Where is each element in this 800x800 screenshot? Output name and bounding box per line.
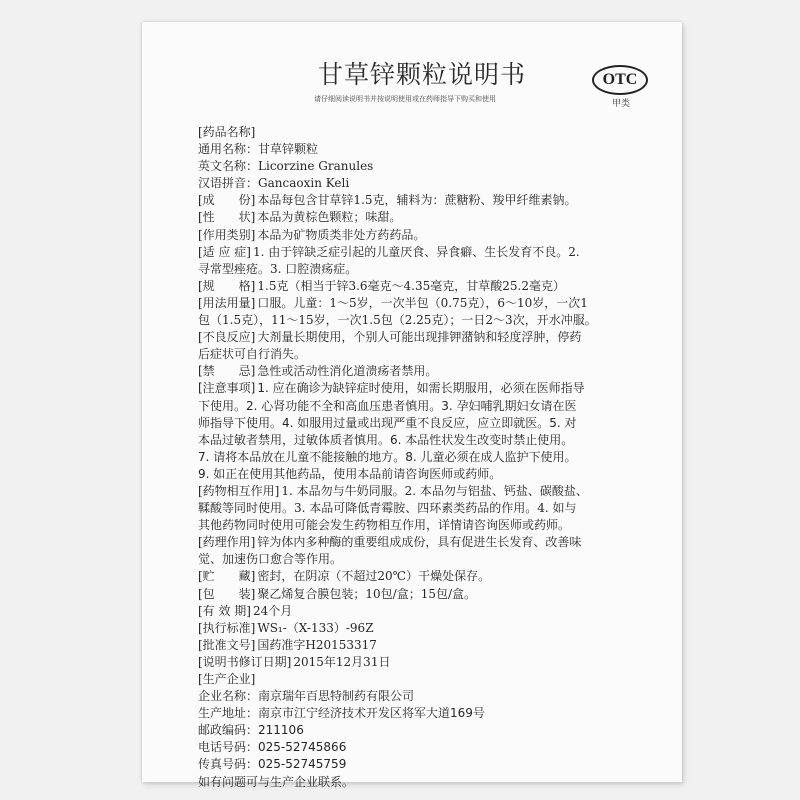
approval-value: 国药准字H20153317 (257, 637, 377, 652)
pharmacology-label: [药理作用] (198, 535, 256, 550)
pharmacology-value: 锌为体内多种酶的重要组成成份，具有促进生长发育、改善味 (257, 535, 582, 550)
dosage-row-cont: 包（1.5克），11～15岁，一次1.5包（2.25克）；一日2～3次，开水冲服。 (198, 313, 597, 328)
precautions-row-6: 9. 如正在使用其他药品，使用本品前请咨询医师或药师。 (198, 466, 502, 481)
validity-value: 24个月 (253, 603, 293, 618)
approval-row (198, 637, 638, 654)
postcode-label: 邮政编码： (198, 723, 259, 738)
category-row (198, 227, 638, 244)
adverse-value: 大剂量长期使用，个别人可能出现排钾潴钠和轻度浮肿，停药 (257, 330, 582, 345)
generic-name-value: 甘草锌颗粒 (258, 142, 319, 157)
company-label: 企业名称： (198, 689, 259, 704)
phone-value: 025-52745866 (258, 740, 347, 755)
spec-row (198, 278, 638, 295)
composition-row (198, 192, 638, 209)
interactions-row-2: 鞣酸等同时使用。3. 本品可降低青霉胺、四环素类药品的作用。4. 如与 (198, 501, 577, 516)
pinyin-row (198, 175, 638, 192)
validity-label: [有 效 期] (198, 603, 251, 618)
pharmacology-row (198, 534, 638, 551)
composition-value: 本品每包含甘草锌1.5克，辅料为：蔗糖粉、羧甲纤维素钠。 (257, 193, 577, 208)
fax-value: 025-52745759 (258, 757, 347, 772)
precautions-row-4: 本品过敏者禁用，过敏体质者慎用。6. 本品性状发生改变时禁止使用。 (198, 432, 574, 447)
address-row (198, 705, 638, 722)
validity-row (198, 603, 638, 620)
otc-class-label: 甲类 (611, 99, 630, 109)
interactions-value: 1. 本品勿与牛奶同服。2. 本品勿与铝盐、钙盐、碳酸盐、 (281, 483, 588, 498)
spec-label: [规 格] (198, 278, 256, 293)
pinyin-label: 汉语拼音： (198, 176, 259, 191)
indications-row-cont: 寻常型痤疮。3. 口腔溃疡症。 (198, 261, 358, 276)
adverse-label: [不良反应] (198, 330, 256, 345)
precautions-row-3: 师指导下使用。4. 如服用过量或出现严重不良反应，应立即就医。5. 对 (198, 415, 577, 430)
fax-row (198, 756, 638, 773)
precautions-row-2: 下使用。2. 心肾功能不全和高血压患者慎用。3. 孕妇哺乳期妇女请在医 (198, 398, 577, 413)
standard-value: WS₁-（X-133）-96Z (257, 620, 374, 635)
package-row (198, 586, 638, 603)
phone-label: 电话号码： (198, 740, 259, 755)
standard-label: [执行标准] (198, 620, 256, 635)
appearance-value: 本品为黄棕色颗粒；味甜。 (257, 210, 402, 225)
storage-value: 密封，在阴凉（不超过20℃）干燥处保存。 (257, 569, 491, 584)
postcode-row (198, 722, 638, 739)
postcode-value: 211106 (258, 723, 304, 738)
adverse-row-cont: 后症状可自行消失。 (198, 347, 307, 362)
pharmacology-row-cont: 觉、加速伤口愈合等作用。 (198, 552, 343, 567)
generic-name-label: 通用名称： (198, 142, 259, 157)
dosage-label: [用法用量] (198, 295, 256, 310)
english-name-value: Licorzine Granules (258, 159, 374, 174)
contra-label: [禁 忌] (198, 364, 256, 379)
spec-value: 1.5克（相当于锌3.6毫克～4.35毫克，甘草酸25.2毫克） (257, 278, 565, 293)
revision-row (198, 654, 638, 671)
revision-label: [说明书修订日期] (198, 654, 292, 669)
pinyin-value: Gancaoxin Keli (258, 176, 350, 191)
category-label: [作用类别] (198, 227, 256, 242)
dosage-row (198, 295, 638, 312)
interactions-row (198, 483, 638, 500)
document-title: 甘草锌颗粒说明书 (318, 60, 527, 89)
indications-label: [适 应 症] (198, 244, 251, 259)
otc-badge: OTC (592, 65, 648, 95)
approval-label: [批准文号] (198, 637, 256, 652)
appearance-row (198, 209, 638, 226)
fax-label: 传真号码： (198, 757, 259, 772)
precautions-label: [注意事项] (198, 381, 256, 396)
phone-row (198, 739, 638, 756)
category-value: 本品为矿物质类非处方药药品。 (257, 227, 426, 242)
indications-row (198, 244, 638, 261)
contra-value: 急性或活动性消化道溃疡者禁用。 (257, 364, 438, 379)
indications-value: 1. 由于锌缺乏症引起的儿童厌食、异食癖、生长发育不良。2. (253, 244, 580, 259)
precautions-value: 1. 应在确诊为缺锌症时使用，如需长期服用，必须在医师指导 (257, 381, 585, 396)
company-row (198, 688, 638, 705)
company-value: 南京瑞年百思特制药有限公司 (258, 689, 415, 704)
storage-row (198, 568, 638, 585)
storage-label: [贮 藏] (198, 569, 256, 584)
standard-row (198, 620, 638, 637)
precautions-row (198, 380, 638, 397)
appearance-label: [性 状] (198, 210, 256, 225)
composition-label: [成 份] (198, 193, 256, 208)
precautions-row-5: 7. 请将本品放在儿童不能接触的地方。8. 儿童必须在成人监护下使用。 (198, 449, 577, 464)
revision-value: 2015年12月31日 (293, 654, 391, 669)
package-value: 聚乙烯复合膜包装；10包/盒；15包/盒。 (257, 586, 477, 601)
document-subtitle: 请仔细阅读说明书并按说明使用或在药师指导下购买和使用 (314, 95, 496, 103)
address-label: 生产地址： (198, 706, 259, 721)
english-name-row (198, 158, 638, 175)
generic-name-row (198, 141, 638, 158)
address-value: 南京市江宁经济技术开发区将军大道169号 (258, 706, 485, 721)
english-name-label: 英文名称： (198, 159, 259, 174)
contact-note: 如有问题可与生产企业联系。 (198, 774, 355, 789)
manufacturer-heading: [生产企业] (198, 672, 256, 686)
package-label: [包 装] (198, 586, 256, 601)
instruction-content (198, 124, 638, 791)
adverse-row (198, 329, 638, 346)
interactions-label: [药物相互作用] (198, 483, 280, 498)
contra-row (198, 363, 638, 380)
dosage-value: 口服。儿童：1～5岁，一次半包（0.75克），6～10岁，一次1 (257, 295, 588, 310)
interactions-row-3: 其他药物同时使用可能会发生药物相互作用，详情请咨询医师或药师。 (198, 518, 571, 533)
drug-name-heading: [药品名称] (198, 125, 256, 139)
